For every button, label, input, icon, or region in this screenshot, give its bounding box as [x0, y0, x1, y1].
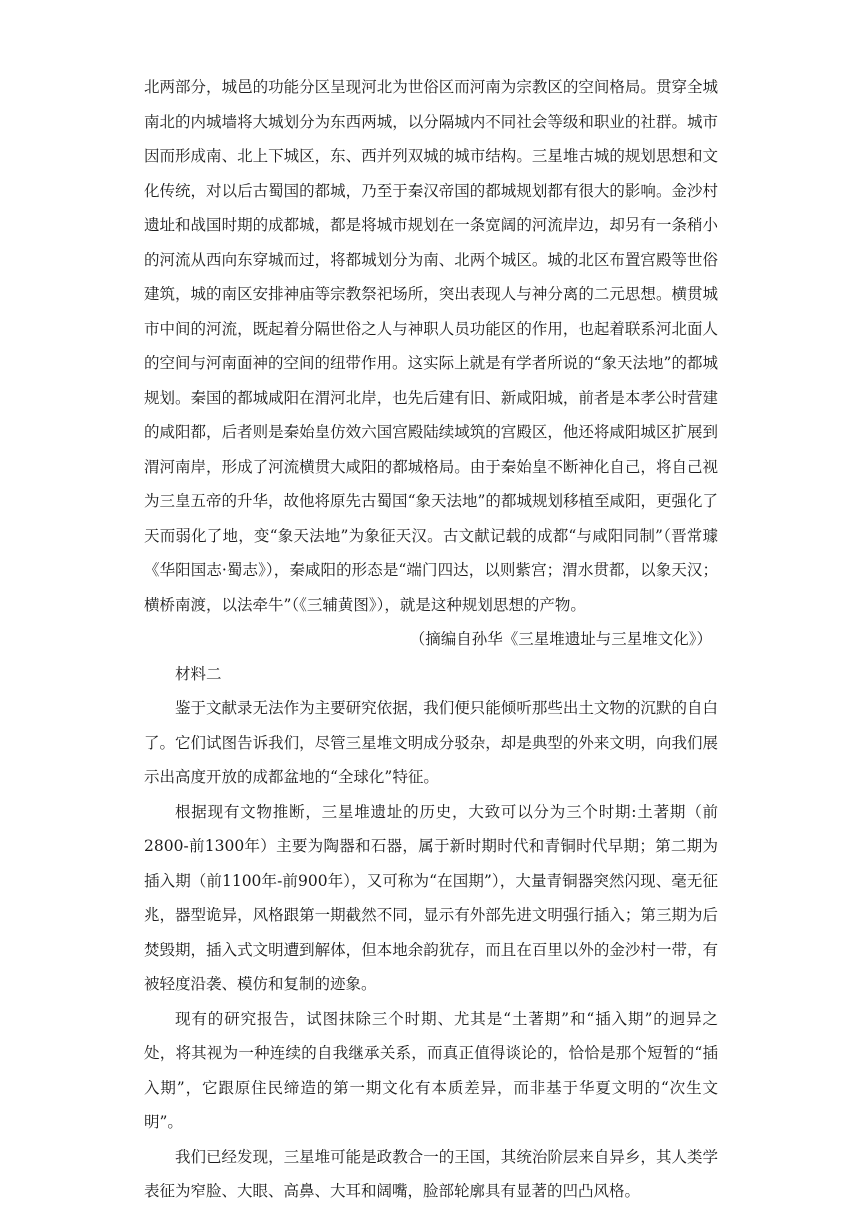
- paragraph-kingdom: 我们已经发现，三星堆可能是政教合一的王国，其统治阶层来自异乡，其人类学表征为窄脸、大眼、高鼻、大耳和阔嘴，脸部轮廓具有显著的凹凸风格。: [144, 1147, 718, 1200]
- material-heading: 材料二: [175, 664, 222, 683]
- paragraph-periods: 根据现有文物推断，三星堆遗址的历史，大致可以分为三个时期:土著期（前2800-前1300年）主要为陶器和石器，属于新时期时代和青铜时代早期；第二期为插入期（前1100年-前900年），又可称为“在国期”），大量青铜器突然闪现、毫无征兆，器型诡异，风格跟第一期截然不同，显示有外部先进文明强行插入；第三期为后焚毁期，插入式文明遭到解体，但本地余韵犹存，而且在百里以外的金沙村一带，有被轻度沿袭、模仿和复制的迹象。: [144, 802, 718, 993]
- source-citation: （摘编自孙华《三星堆遗址与三星堆文化》）: [409, 630, 712, 648]
- paragraph-research: 现有的研究报告，试图抹除三个时期、尤其是“土著期”和“插入期”的迥异之处，将其视为一种连续的自我继承关系，而真正值得谈论的，恰恰是那个短暂的“插入期”，它跟原住民缔造的第一期文化有本质差异，而非基于华夏文明的“次生文明”。: [144, 1009, 718, 1131]
- paragraph-intro: 鉴于文献录无法作为主要研究依据，我们便只能倾听那些出土文物的沉默的自白了。它们试图告诉我们，尽管三星堆文明成分驳杂，却是典型的外来文明，向我们展示出高度开放的成都盆地的“全球化”特征。: [144, 699, 718, 786]
- paragraph-continuation: 北两部分，城邑的功能分区呈现河北为世俗区而河南为宗教区的空间格局。贯穿全城南北的内城墙将大城划分为东西两城，以分隔城内不同社会等级和职业的社群。城市因而形成南、北上下城区，东、西并列双城的城市结构。三星堆古城的规划思想和文化传统，对以后古蜀国的都城，乃至于秦汉帝国的都城规划都有很大的影响。金沙村遗址和战国时期的成都城，都是将城市规划在一条宽阔的河流岸边，却另有一条稍小的河流从西向东穿城而过，将都城划分为南、北两个城区。城的北区布置宫殿等世俗建筑，城的南区安排神庙等宗教祭祀场所，突出表现人与神分离的二元思想。横贯城市中间的河流，既起着分隔世俗之人与神职人员功能区的作用，也起着联系河北面人的空间与河南面神的空间的纽带作用。这实际上就是有学者所说的“象天法地”的都城规划。秦国的都城咸阳在渭河北岸，也先后建有旧、新咸阳城，前者是本孝公时营建的咸阳都，后者则是秦始皇仿效六国宫殿陆续域筑的宫殿区，他还将咸阳城区扩展到渭河南岸，形成了河流横贯大咸阳的都城格局。由于秦始皇不断神化自己，将自己视为三皇五帝的升华，故他将原先古蜀国“象天法地”的都城规划移植至咸阳，更强化了天而弱化了地，变“象天法地”为象征天汉。古文献记载的成都“与咸阳同制”（晋常璩《华阳国志·蜀志》），秦咸阳的形态是“端门四达，以则紫宫；渭水贯都，以象天汉；横桥南渡，以法牵牛”（《三辅黄图》），就是这种规划思想的产物。: [144, 78, 718, 614]
- document-body: [144, 70, 718, 1209]
